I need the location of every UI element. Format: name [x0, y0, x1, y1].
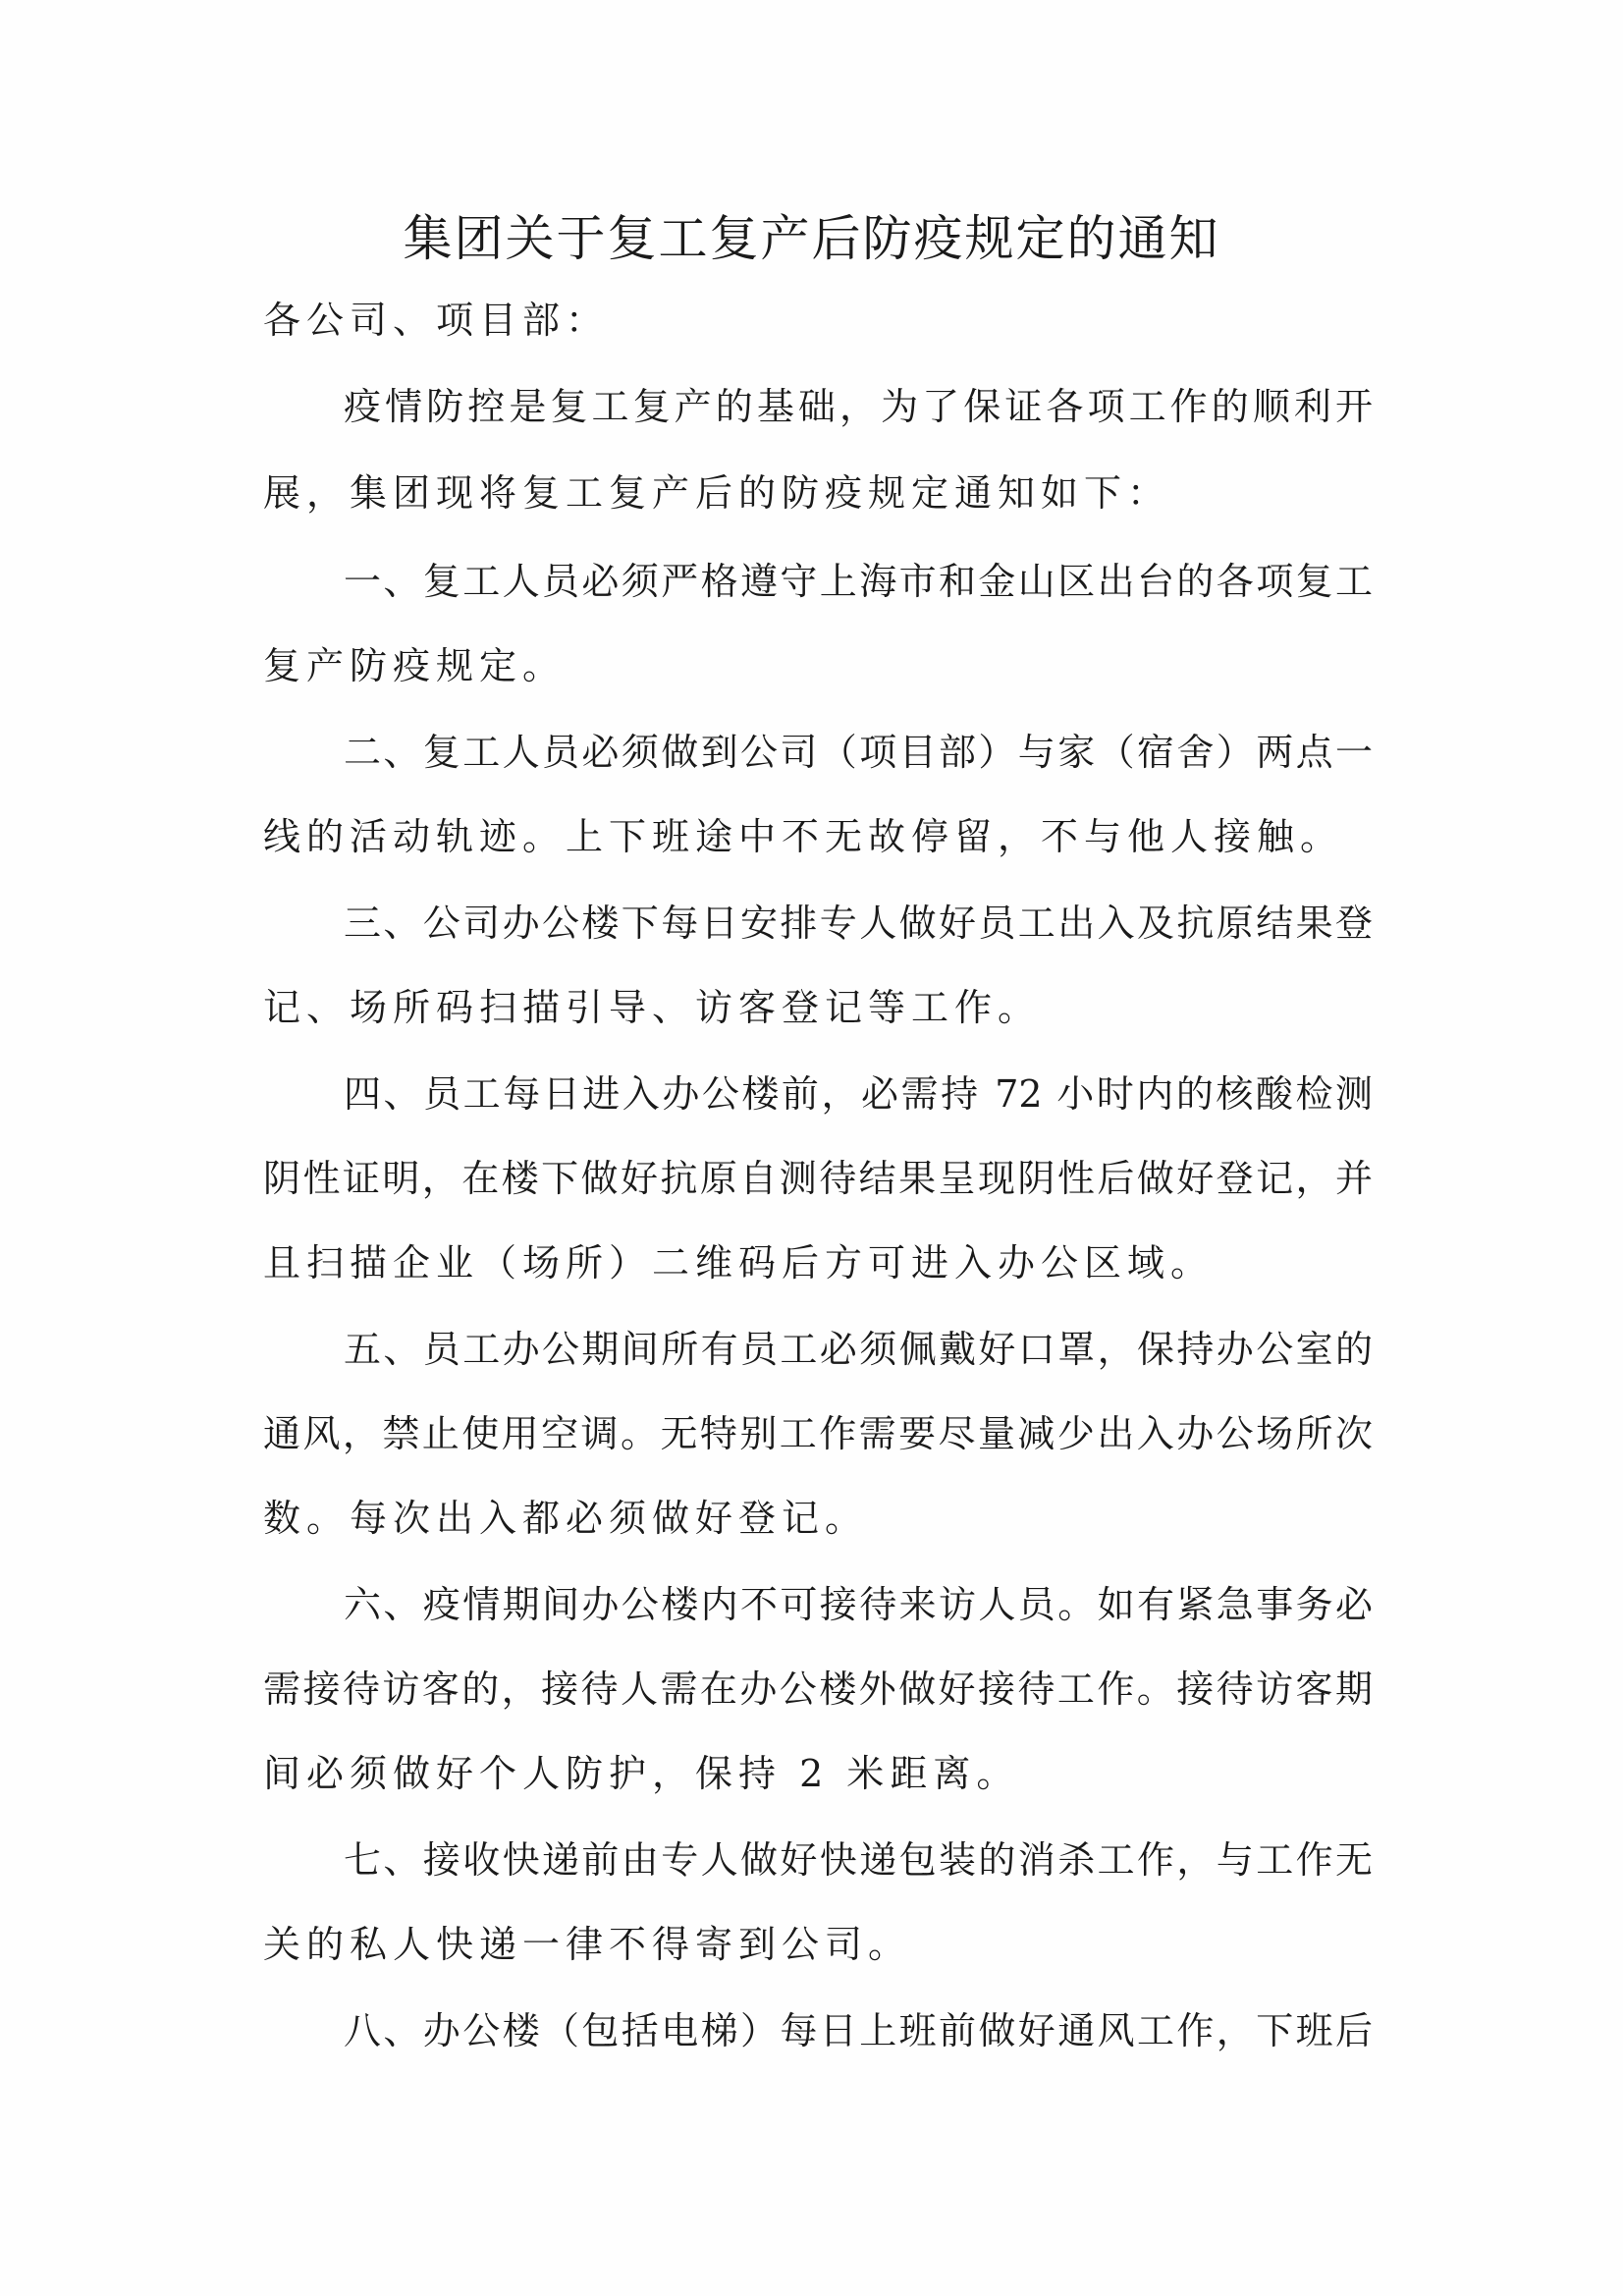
paragraph-line: 疫情防控是复工复产的基础，为了保证各项工作的顺利开 — [344, 385, 1373, 428]
paragraph-line: 八、办公楼（包括电梯）每日上班前做好通风工作，下班后 — [344, 2009, 1373, 2052]
paragraph-line: 四、员工每日进入办公楼前，必需持 72 小时内的核酸检测 — [344, 1072, 1373, 1116]
salutation: 各公司、项目部： — [263, 299, 610, 342]
paragraph-line: 记、场所码扫描引导、访客登记等工作。 — [263, 986, 1042, 1029]
paragraph-line: 七、接收快递前由专人做好快递包装的消杀工作，与工作无 — [344, 1838, 1373, 1882]
paragraph-line: 通风，禁止使用空调。无特别工作需要尽量减少出入办公场所次 — [263, 1412, 1373, 1455]
paragraph-line: 展，集团现将复工复产后的防疫规定通知如下： — [263, 471, 1171, 515]
document-title: 集团关于复工复产后防疫规定的通知 — [403, 210, 1220, 267]
paragraph-line: 五、员工办公期间所有员工必须佩戴好口罩，保持办公室的 — [344, 1328, 1373, 1371]
paragraph-line: 三、公司办公楼下每日安排专人做好员工出入及抗原结果登 — [344, 902, 1373, 945]
paragraph-line: 六、疫情期间办公楼内不可接待来访人员。如有紧急事务必 — [344, 1583, 1373, 1626]
paragraph-line: 数。每次出入都必须做好登记。 — [263, 1497, 869, 1540]
paragraph-line: 且扫描企业（场所）二维码后方可进入办公区域。 — [263, 1241, 1215, 1285]
paragraph-line: 需接待访客的，接待人需在办公楼外做好接待工作。接待访客期 — [263, 1667, 1373, 1711]
paragraph-line: 二、复工人员必须做到公司（项目部）与家（宿舍）两点一 — [344, 731, 1373, 774]
paragraph-line: 线的活动轨迹。上下班途中不无故停留，不与他人接触。 — [263, 815, 1344, 858]
paragraph-line: 关的私人快递一律不得寄到公司。 — [263, 1923, 912, 1966]
paragraph-line: 间必须做好个人防护，保持 2 米距离。 — [263, 1752, 1020, 1795]
paragraph-line: 阴性证明，在楼下做好抗原自测待结果呈现阴性后做好登记，并 — [263, 1157, 1373, 1200]
paragraph-line: 复产防疫规定。 — [263, 644, 567, 687]
paragraph-line: 一、复工人员必须严格遵守上海市和金山区出台的各项复工 — [344, 560, 1373, 603]
